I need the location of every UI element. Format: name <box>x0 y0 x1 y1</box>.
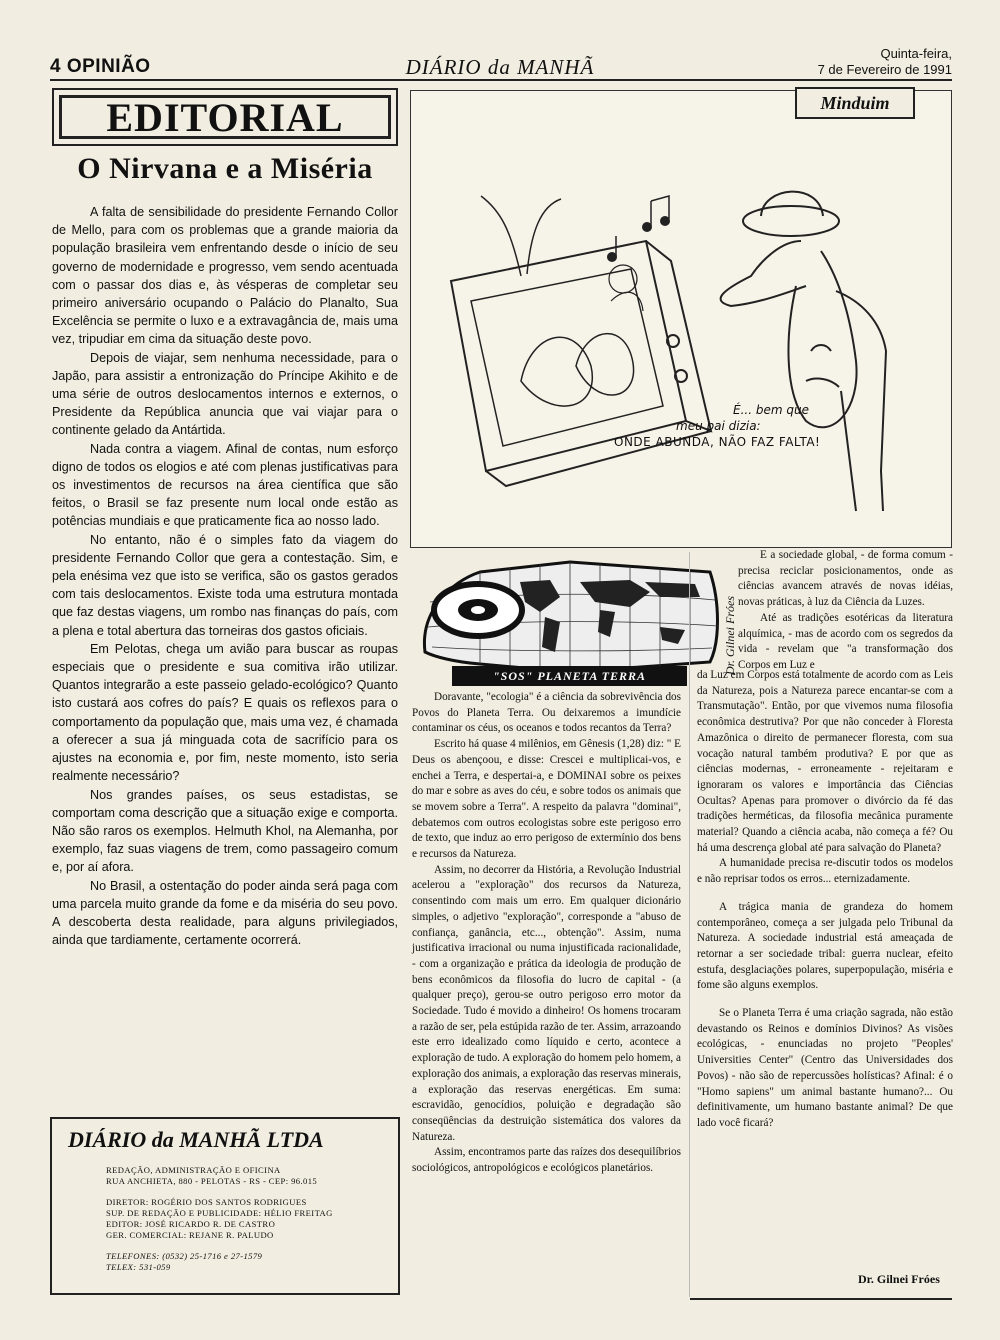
article-paragraph: Doravante, "ecologia" é a ciência da sobrevivência dos Povos do Planeta Terra. Ou deixaremos a imundície contaminar os céus, os oceanos e todos recantos da Terra? <box>412 691 681 735</box>
article-paragraph: Assim, encontramos parte das raízes dos desequilíbrios sociológicos, antropológicos e ecológicos planetários. <box>412 1146 681 1175</box>
article-paragraph: A humanidade precisa re-discutir todos os modelos e não reprisar todos os erros... eternizadamente. <box>697 857 953 886</box>
article-paragraph: A trágica mania de grandeza do homem contemporâneo, começa a ser julgada pelo Tribunal da Natureza. A sociedade industrial está ameaçada de retornar a ser sociedade tribal: guerra nuclear, efeito estufa, desglaciações polares, superpopulação, miséria e fome são alguns exemplos. <box>697 900 953 992</box>
company-info-box <box>50 1117 400 1295</box>
speech-line-2: meu pai dizia: <box>676 419 761 433</box>
editorial-body <box>52 203 398 949</box>
weekday: Quinta-feira, <box>880 46 952 61</box>
sos-caption: "SOS" PLANETA TERRA <box>452 666 687 686</box>
company-address: REDAÇÃO, ADMINISTRAÇÃO E OFICINA <box>106 1165 281 1175</box>
speech-line-3: ONDE ABUNDA, NÃO FAZ FALTA! <box>614 435 821 449</box>
date: 7 de Fevereiro de 1991 <box>817 62 952 77</box>
editorial-paragraph: Depois de viajar, sem nenhuma necessidade, para o Japão, para assistir a entronização do Príncipe Akihito e de uma série de outros deslocamentos internos e externos, o Presidente da República anuncia que vai viajar para o continente gelado da Antártida. <box>52 350 398 438</box>
hat-brim <box>743 206 839 236</box>
article-column-middle <box>412 690 681 1177</box>
company-title: DIÁRIO da MANHÃ LTDA <box>68 1127 324 1152</box>
newspaper-name: DIÁRIO da MANHÃ <box>405 55 595 79</box>
editorial-paragraph: No entanto, não é o simples fato da viagem do presidente Fernando Collor que gera a contestação. Sim, e pela enésima vez que isto se verifica, são os gastos gerados com tais deslocamentos. Existe toda uma estrutura montada que faz destas viagens, um rombo nas finanças do país, com a plena e total abertura das torneiras dos gastos oficiais. <box>52 532 398 638</box>
page-section-label: 4 OPINIÃO <box>50 56 151 77</box>
cartoon-drawing <box>411 91 951 547</box>
editorial-label-box <box>52 88 398 146</box>
editorial-paragraph: Nada contra a viagem. Afinal de contas, num esforço digno de todos os elogios e até com plenas justificativas para os investimentos de recursos na área científica que são feitos, o Brasil se faz presente num local onde estão as potências mundiais e que praticamente fica ao nosso lado. <box>52 441 398 529</box>
cartoon-label: Minduim <box>795 87 915 119</box>
article-column-right <box>697 668 953 1132</box>
vertical-byline: Dr. Gilnei Fróes <box>723 596 737 675</box>
company-commercial: GER. COMERCIAL: REJANE R. PALUDO <box>106 1230 274 1240</box>
cartoon-panel <box>410 90 952 548</box>
article-paragraph: Escrito há quase 4 milênios, em Gênesis (1,28) diz: " E Deus os abençoou, e disse: Crescei e multiplicai-vos, e enchei a Terra, e despertai-a, e DOMINAI sobre os peixes do mar e sobre as aves do céu, e sobre todos os animais que se movem sobre a Terra". A respeito da palavra "dominai", debatemos com outros ecologistas sobre este perigoso erro de texto, que induz ao erro perigoso de extermínio dos bens e recursos da Natureza. <box>412 738 681 861</box>
article-end-rule <box>690 1298 952 1300</box>
company-editor: EDITOR: JOSÉ RICARDO R. DE CASTRO <box>106 1219 276 1229</box>
masthead-rule <box>50 79 952 81</box>
speech-line-1: É... bem que <box>733 403 809 417</box>
editorial-paragraph: Nos grandes países, os seus estadistas, se comportam coma descrição que a situação exige e comporta. Não são raros os exemplos. Helmuth Khol, na Alemanha, por exemplo, faz suas viagens de trem, como passageiro comum e, por aí afora. <box>52 787 398 875</box>
column-divider <box>689 552 690 1297</box>
publication-date <box>780 46 952 78</box>
article-paragraph: Se o Planeta Terra é uma criação sagrada, não estão devastando os Reinos e domínios Divinos? As visões ecológicas, - enunciadas no projeto "Peoples' Universities Center" (Centro das Universidades dos Povos) - não são de repercussões holísticas? Afinal: é o "Homo sapiens" um animal bastante humano?... Ou definitivamente, um humano bastante animal? De que lado você ficará? <box>697 1007 953 1129</box>
company-supervisor: SUP. DE REDAÇÃO E PUBLICIDADE: HÉLIO FREITAG <box>106 1208 333 1218</box>
company-telex: TELEX: 531-059 <box>106 1262 171 1272</box>
company-street: RUA ANCHIETA, 880 - PELOTAS - RS - CEP: 96.015 <box>106 1176 318 1186</box>
article-column-right-top <box>738 548 953 674</box>
company-director: DIRETOR: ROGÉRIO DOS SANTOS RODRIGUES <box>106 1197 307 1207</box>
editorial-paragraph: Em Pelotas, chega um avião para buscar as roupas especiais que o presidente e sua comitiva irão utilizar. Quantos integrarão a este passeio gelado-ecológico? Quanto isto custará aos cofres do país? E quais os reflexos para o comportamento da população que, mais uma vez, é chamada a oferecer a sua já minguada cota de sacrifício para os ajustes na economia e, por fim, neste momento, isto seria realmente necessário? <box>52 641 398 784</box>
editorial-headline: O Nirvana e a Miséria <box>77 152 373 185</box>
company-phones: TELEFONES: (0532) 25-1716 e 27-1579 <box>106 1251 263 1261</box>
article-signature: Dr. Gilnei Fróes <box>858 1272 940 1286</box>
editorial-paragraph: A falta de sensibilidade do presidente Fernando Collor de Mello, para com os problemas que a grande maioria da população brasileira vem enfrentando desde o início de seu governo de modernidade e progresso, vem sendo acentuada com o passar dos dias e, às vésperas de completar seu primeiro aniversário ocupando o Palácio do Planalto, Sua Excelência se permite o luxo e a extravagância de, mais uma vez, tripudiar em cima da situação deste povo. <box>52 205 398 347</box>
editorial-label: EDITORIAL <box>59 95 391 139</box>
article-paragraph: E a sociedade global, - de forma comum - precisa reciclar posicionamentos, onde as ciências avancem através de novas idéias, novas práticas, à luz da Ciência da Luzes. <box>738 549 953 609</box>
article-paragraph: Até as tradições esotéricas da literatura alquímica, - mas de acordo com os segredos da vida - revelam que "a transformação dos Corpos em Luz e <box>738 611 953 671</box>
editorial-paragraph: No Brasil, a ostentação do poder ainda será paga com uma parcela muito grande da fome e da miséria do seu povo. A descoberta desta realidade, para alguns privilegiados, ainda que tardiamente, certamente ocorrerá. <box>52 878 398 948</box>
article-paragraph: Assim, no decorrer da História, a Revolução Industrial acelerou a "exploração" dos recursos da Natureza, consentindo com mais um erro. Em qualquer dicionário simples, o adjetivo "exploração", corresponde a "abuso de confiança, ganância, etc..., obtenção". Assim, numa justificativa irracional ou numa injustificada racionalidade, - com a organização e prática da ideologia de produção de bens econômicos da filosofia do lucro de capital - (a qualquer preço), gerou-se outro perigoso erro motor da Sociedade. Tudo é movido a dinheiro! Os homens trocaram a razão de ser, pela estúpida razão de ter. Assim, arrazoando este erro idealizado como líquido e certo, acontece a exploração de tudo. A exploração do homem pelo homem, a exploração dos animais, a exploração das reservas minerais, a exploração das reservas energéticas. Em suma: escravidão, genocídios, poluição e degradação são conseqüências da destruição sistemática dos valores da Natureza. <box>412 863 681 1143</box>
article-paragraph: da Luz em Corpos está totalmente de acordo com as Leis da Natureza, pois a Natureza parece encantar-se com a Transmutação". Então, por que vivemos numa filosofia econômica destrutiva? Por que não conceder à Floresta Amazônica o direito de permanecer floresta, com sua vocação natural também produtiva? E por que as ciências modernas, - erroneamente - rejeitaram e ignoraram os valores e importância das Ciências Ocultas? Apenas para promover o divórcio da fé das tradições herméticas, da filosofia mecânica puramente material? Quando a ciência acaba, não começa a fé? Ou há uma descrença global até para salvação do Planeta? <box>697 669 953 854</box>
